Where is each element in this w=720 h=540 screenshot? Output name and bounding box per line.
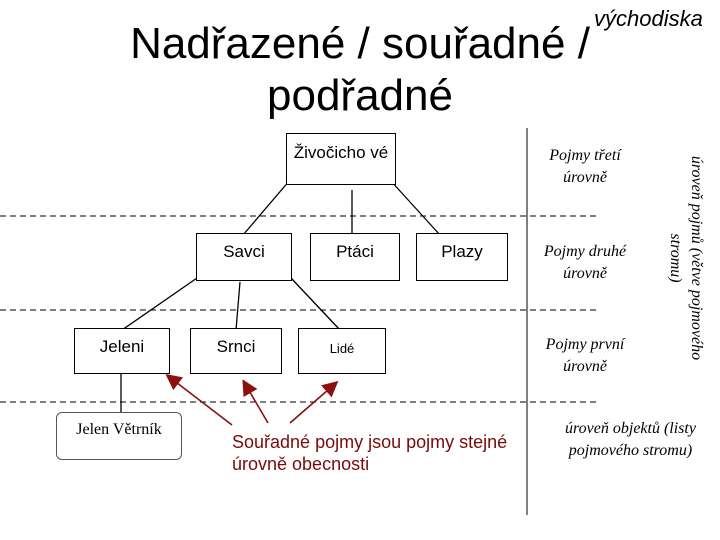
edge-savci-srnci <box>236 282 240 330</box>
annotation-coordinate-concepts: Souřadné pojmy jsou pojmy stejné úrovně obecnosti <box>232 432 508 474</box>
node-jeleni <box>74 328 170 374</box>
corner-label: východiska <box>594 6 703 31</box>
edge-savci-lide <box>291 278 340 330</box>
edge-savci-jeleni <box>122 278 197 330</box>
edge-zivocichove-plazy <box>390 180 440 235</box>
node-lide-label: Lidé <box>329 341 355 356</box>
node-jeleni-label: Jeleni <box>99 337 145 356</box>
vertical-level-label: úroveň pojmů (větve pojmového stromu) <box>667 155 705 361</box>
node-ptaci <box>310 233 400 281</box>
node-jelen-vetrnik <box>56 412 182 460</box>
node-zivocichove-label: Živočicho vé <box>293 143 389 162</box>
level-label-first: Pojmy první úrovně <box>545 336 625 375</box>
node-savci-label: Savci <box>223 242 265 261</box>
node-zivocichove <box>286 133 396 185</box>
node-ptaci-label: Ptáci <box>336 242 374 261</box>
node-srnci <box>190 328 282 374</box>
node-lide <box>298 328 386 374</box>
edge-zivocichove-savci <box>243 180 290 235</box>
node-jelen-vetrnik-label: Jelen Větrník <box>76 421 162 438</box>
level-label-objects: úroveň objektů (listy pojmového stromu) <box>565 420 696 459</box>
level-label-second: Pojmy druhé úrovně <box>543 243 627 282</box>
title-line-2: podřadné <box>267 71 453 120</box>
node-plazy <box>416 233 508 281</box>
node-plazy-label: Plazy <box>441 242 483 261</box>
arrow-to-lide <box>290 383 336 423</box>
title-line-1: Nadřazené / souřadné / <box>130 19 590 68</box>
level-label-third: Pojmy třetí úrovně <box>549 147 621 186</box>
node-savci <box>196 233 292 281</box>
node-srnci-label: Srnci <box>216 337 256 356</box>
